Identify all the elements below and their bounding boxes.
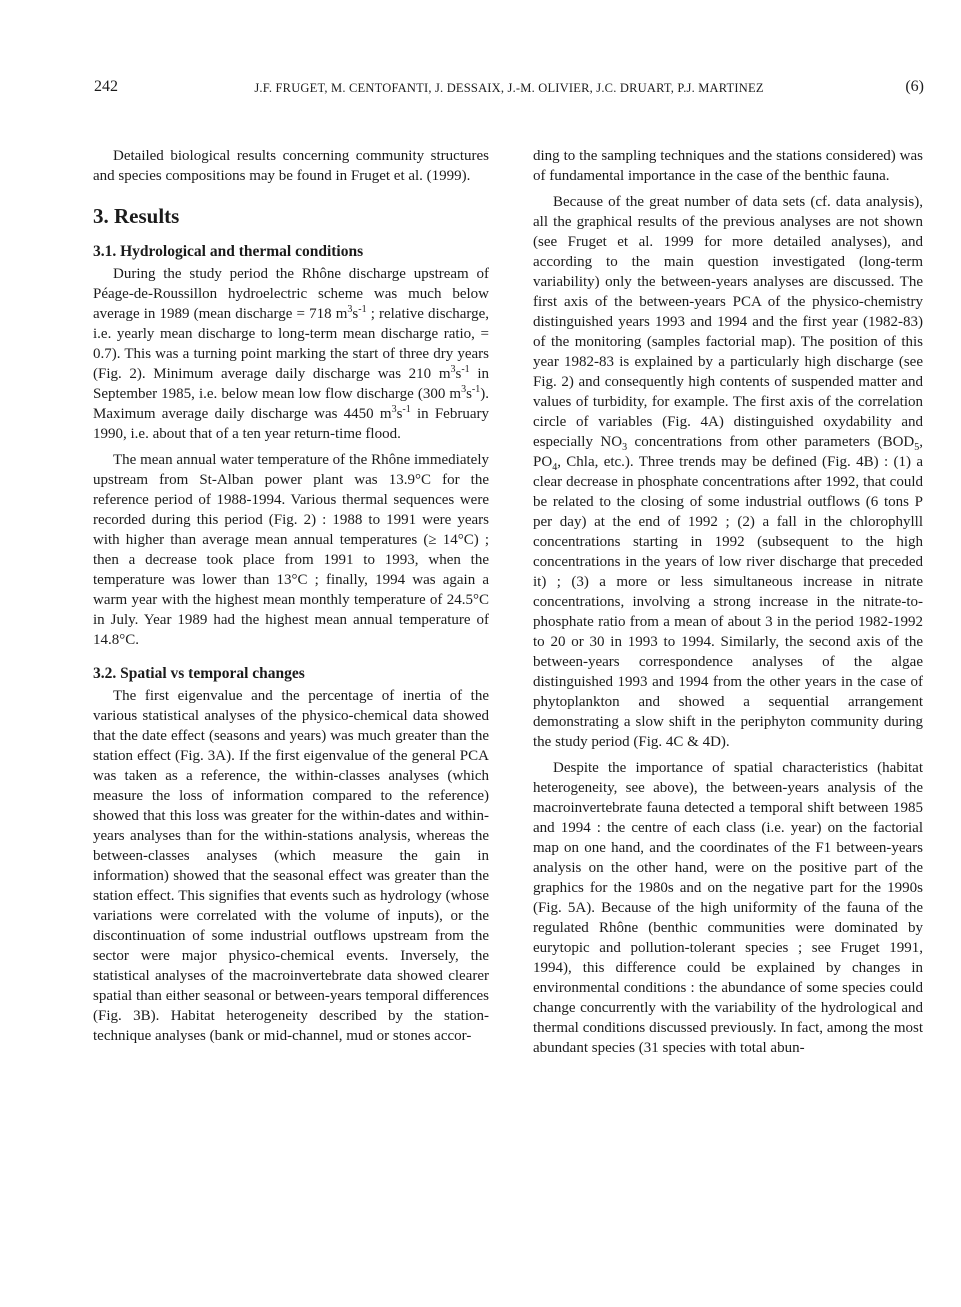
- running-header-authors: J.F. FRUGET, M. CENTOFANTI, J. DESSAIX, J.-M. OLIVIER, J.C. DRUART, P.J. MARTINEZ: [254, 81, 764, 95]
- section-heading-results: 3. Results: [93, 204, 180, 228]
- temperature-paragraph: The mean annual water temperature of the Rhône immediately upstream from St-Alban power plant was 13.9°C for the reference period of 1988-1994. Various thermal sequences were recorded during this period (Fig. 2) : 1988 to 1991 were years with higher than average mean annual temperatures (≥ 14°C) ; then a decrease took place from 1991 to 1993, when the temperature was lower than 13°C ; finally, 1994 was again a warm year with the highest mean monthly temperature of 24.5°C in July. Year 1989 had the highest mean annual temperature of 14.8°C.: [93, 452, 489, 648]
- running-header: [94, 78, 924, 100]
- hydrology-paragraph: During the study period the Rhône discharge upstream of Péage-de-Roussillon hydroelectric scheme was much below average in 1989 (mean discharge = 718 $m^3s^{-1}$ ; relative discharge, i.e. yearly mean discharge to long-term mean discharge ratio, = 0.7). This was a turning point marking the start of three dry years (Fig. 2). Minimum average daily discharge was 210 $m^3s^{-1}$ in September 1985, i.e. below mean low flow discharge (300 $m^3s^{-1}$). Maximum average daily discharge was 4450 $m^3s^{-1}$ in February 1990, i.e. about that of a ten year return-time flood.: [93, 266, 490, 442]
- eigenvalue-paragraph: The first eigenvalue and the percentage of inertia of the various statistical analyses of the physico-chemical data showed that the date effect (seasons and years) was much greater than the station effect (Fig. 3A). If the first eigenvalue of the general PCA was taken as a reference, the within-classes analyses (which measure the loss of information compared to the reference) showed that this loss was greater for the within-dates and within-years analyses than for the within-stations analysis, whereas the between-classes analyses (which measure the gain in information) showed that the seasonal effect was greater than the station effect. This signifies that events such as hydrology (whose variations were correlated with the volume of inputs), or the discontinuation of some industrial outflows upstream from the sector were major physico-chemical events. Inversely, the statistical analyses of the macroinvertebrate data showed clearer spatial than either seasonal or between-years temporal differences (Fig. 3B). Habitat heterogeneity described by the station-technique analyses (bank or mid-channel, mud or stones accor-: [93, 688, 489, 1044]
- left-column: [93, 146, 489, 1052]
- continued-paragraph: ding to the sampling techniques and the stations considered) was of fundamental importance in the case of the benthic fauna.: [533, 148, 923, 184]
- subsection-heading-hydrological: 3.1. Hydrological and thermal conditions: [93, 243, 364, 260]
- right-column: [533, 146, 923, 1064]
- between-years-paragraph: Because of the great number of data sets (cf. data analysis), all the graphical results of the previous analyses are not shown (see Fruget et al. 1999 for more detailed analyses), and according to the main question investigated (long-term variability) only the between-years analyses are discussed. The first axis of the between-years PCA of the physico-chemistry distinguished years 1993 and 1994 and the first year (1982-83) of the monitoring (samples factorial map). The position of this year 1982-83 is explained by a particularly high discharge (see Fig. 2) and consequently high contents of suspended matter and values of turbidity, for example. The first axis of the correlation circle of variables (Fig. 4A) distinguished oxydability and especially $NO_3$ concentrations from other parameters ($BOD_5$, $PO_4$, Chla, etc.). Three trends may be defined (Fig. 4B) : (1) a clear decrease in phosphate concentrations after 1992, that could be related to the closing of some industrial outflows (6 tons P per day) at the end of 1992 ; (2) a fall in the chlorophylll concentrations starting in 1992 (subsequent to the high concentrations in the years of low river discharge that preceded it) ; (3) a more or less simultaneous increase in nitrate concentrations, involving a strong increase in the nitrate-to-phosphate ratio from a mean of about 3 in the period 1982-1992 to 20 or 30 in 1993 to 1994. Similarly, the second axis of the between-years correspondence analyses of the algae distinguished 1993 and 1994 from the other years in the case of phytoplankton and showed a sequential arrangement demonstrating a slow shift in the periphyton community during the study period (Fig. 4C & 4D).: [533, 194, 923, 750]
- intro-paragraph: Detailed biological results concerning community structures and species compositions may be found in Fruget et al. (1999).: [93, 148, 489, 184]
- page-number: 242: [94, 78, 118, 95]
- macroinvertebrate-paragraph: Despite the importance of spatial characteristics (habitat heterogeneity, see above), the between-years analysis of the macroinvertebrate fauna detected a temporal shift between 1985 and 1994 : the centre of each class (i.e. year) on the factorial map on one hand, and the coordinates of the F1 between-years analysis on the other hand, were on the positive part of the graphics for the 1980s and on the negative part for the 1990s (Fig. 5A). Because of the high uniformity of the fauna of the regulated Rhône (benthic communities were dominated by eurytopic and pollution-tolerant species ; see Fruget 1991, 1994), this difference could be explained by changes in environmental conditions : the abundance of some species could change concurrently with the variability of the hydrological and thermal conditions discussed previously. In fact, among the most abundant species (31 species with total abun-: [533, 760, 923, 1056]
- subsection-heading-spatial-temporal: 3.2. Spatial vs temporal changes: [93, 665, 305, 682]
- issue-number: (6): [905, 78, 924, 95]
